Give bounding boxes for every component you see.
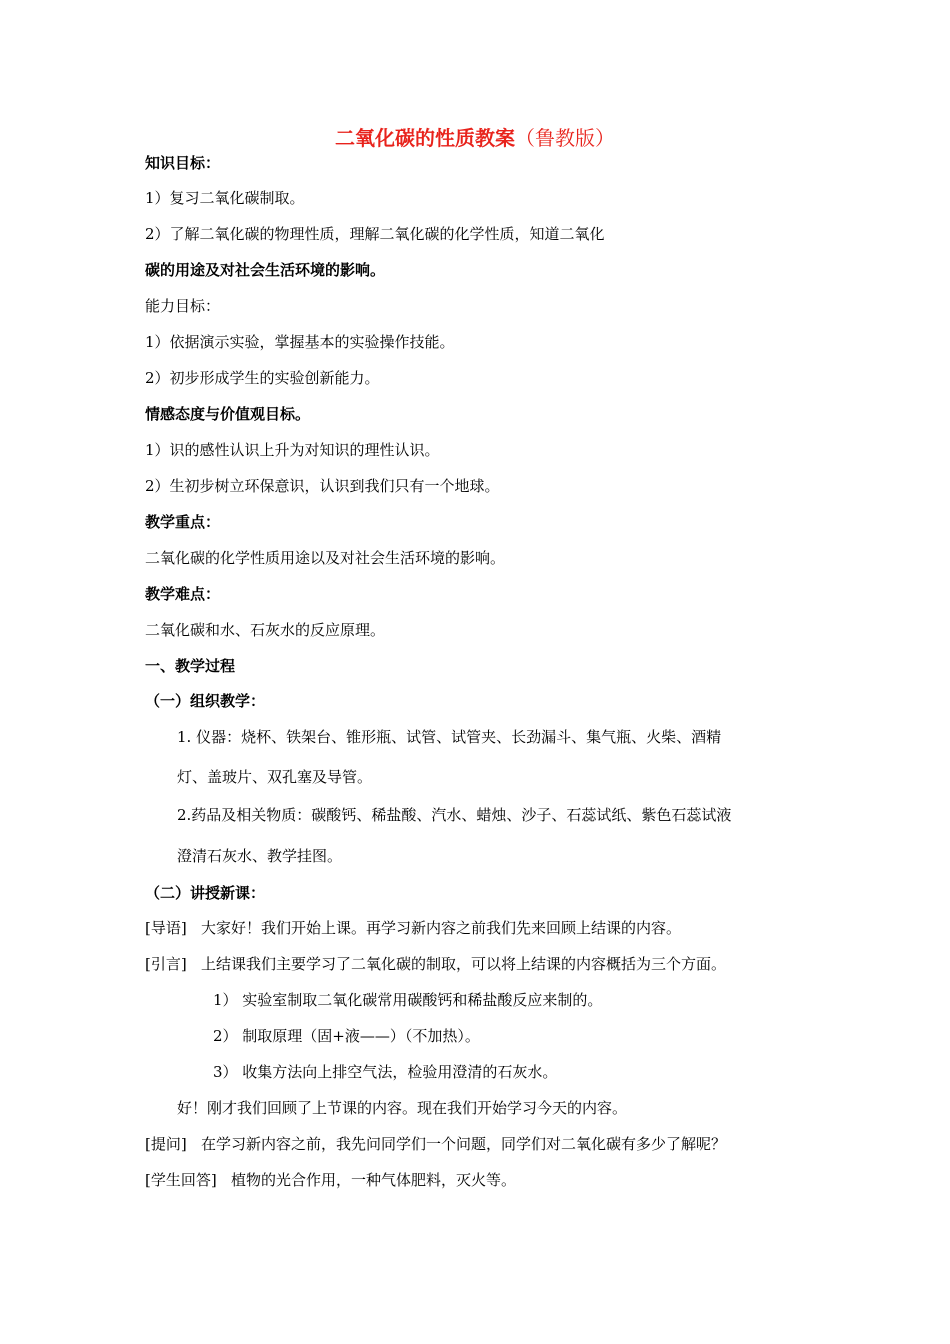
materials-line-1: 1. 仪器：烧杯、铁架台、锥形瓶、试管、试管夹、长劲漏斗、集气瓶、火柴、酒精 xyxy=(177,728,722,746)
question-tag: [提问] xyxy=(145,1135,187,1153)
question-text: 在学习新内容之前，我先问同学们一个问题，同学们对二氧化碳有多少了解呢？ xyxy=(201,1135,727,1153)
key-point-heading: 教学重点： xyxy=(145,513,221,531)
question-line xyxy=(145,1134,726,1154)
organize-heading: （一）组织教学： xyxy=(145,692,266,710)
knowledge-heading: 知识目标： xyxy=(145,154,221,172)
ability-item-2: 2）初步形成学生的实验创新能力。 xyxy=(145,369,380,387)
title-suffix: （鲁教版） xyxy=(515,126,615,150)
knowledge-item-2-cont: 碳的用途及对社会生活环境的影响。 xyxy=(145,261,386,279)
answer-text: 植物的光合作用，一种气体肥料，灭火等。 xyxy=(231,1171,517,1189)
document-title xyxy=(0,122,950,151)
materials-line-2: 2.药品及相关物质：碳酸钙、稀盐酸、汽水、蜡烛、沙子、石蕊试纸、紫色石蕊试液 xyxy=(177,806,732,824)
review-point-3: 3） 收集方法向上排空气法，检验用澄清的石灰水。 xyxy=(213,1063,558,1081)
emotion-item-1: 1）识的感性认识上升为对知识的理性认识。 xyxy=(145,441,440,459)
difficulty-text: 二氧化碳和水、石灰水的反应原理。 xyxy=(145,621,386,639)
answer-line xyxy=(145,1170,516,1190)
knowledge-item-2: 2）了解二氧化碳的物理性质，理解二氧化碳的化学性质，知道二氧化 xyxy=(145,225,605,243)
answer-tag: [学生回答] xyxy=(145,1171,217,1189)
review-point-1: 1） 实验室制取二氧化碳常用碳酸钙和稀盐酸反应来制的。 xyxy=(213,991,603,1009)
title-main: 二氧化碳的性质教案 xyxy=(335,126,515,150)
intro-text: 上结课我们主要学习了二氧化碳的制取，可以将上结课的内容概括为三个方面。 xyxy=(201,955,727,973)
guide-tag: [导语] xyxy=(145,919,187,937)
transition-text: 好！刚才我们回顾了上节课的内容。现在我们开始学习今天的内容。 xyxy=(177,1099,628,1117)
ability-item-1: 1）依据演示实验，掌握基本的实验操作技能。 xyxy=(145,333,455,351)
review-point-2: 2） 制取原理（固+液——）（不加热）。 xyxy=(213,1027,480,1045)
key-point-text: 二氧化碳的化学性质用途以及对社会生活环境的影响。 xyxy=(145,549,506,567)
emotion-item-2: 2）生初步树立环保意识，认识到我们只有一个地球。 xyxy=(145,477,500,495)
materials-line-2-cont: 澄清石灰水、教学挂图。 xyxy=(177,847,343,865)
difficulty-heading: 教学难点： xyxy=(145,585,221,603)
intro-tag: [引言] xyxy=(145,955,187,973)
process-heading: 一、教学过程 xyxy=(145,657,236,675)
lecture-heading: （二）讲授新课： xyxy=(145,884,266,902)
guide-line xyxy=(145,918,681,938)
knowledge-item-1: 1）复习二氧化碳制取。 xyxy=(145,189,305,207)
ability-heading: 能力目标： xyxy=(145,297,221,315)
intro-line xyxy=(145,954,726,974)
materials-line-1-cont: 灯、盖玻片、双孔塞及导管。 xyxy=(177,768,373,786)
guide-text: 大家好！我们开始上课。再学习新内容之前我们先来回顾上结课的内容。 xyxy=(201,919,682,937)
emotion-heading: 情感态度与价值观目标。 xyxy=(145,405,311,423)
